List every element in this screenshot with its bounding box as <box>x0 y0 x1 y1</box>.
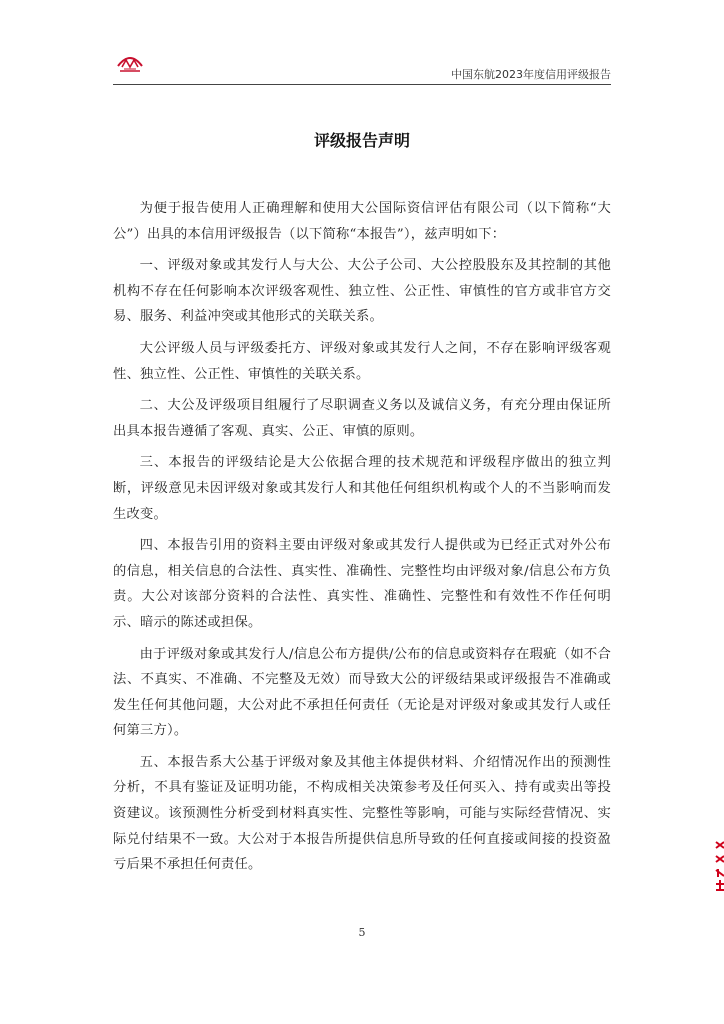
paragraph-defective-information: 由于评级对象或其发行人/信息公布方提供/公布的信息或资料存在瑕疵（如不合法、不真实、不准确、不完整及无效）而导致大公的评级结果或评级报告不准确或发生任何其他问题，大公对此不承担任何责任（无论是对评级对象或其发行人或任何第三方）。 <box>113 646 611 739</box>
paragraph-personnel: 大公评级人员与评级委托方、评级对象或其发行人之间，不存在影响评级客观性、独立性、公正性、审慎性的关联关系。 <box>113 340 611 382</box>
paragraph-intro: 为便于报告使用人正确理解和使用大公国际资信评估有限公司（以下简称“大公”）出具的本信用评级报告（以下简称“本报告”），兹声明如下： <box>113 201 611 242</box>
declaration-body <box>113 196 611 884</box>
paragraph-information-sources: 四、本报告引用的资料主要由评级对象或其发行人提供或为已经正式对外公布的信息，相关信息的合法性、真实性、准确性、完整性均由评级对象/信息公布方负责。大公对该部分资料的合法性、真实性、准确性、完整性和有效性不作任何明示、暗示的陈述或担保。 <box>113 538 611 630</box>
paragraph-predictive-analysis: 五、本报告系大公基于评级对象及其他主体提供材料、介绍情况作出的预测性分析，不具有鉴证及证明功能，不构成相关决策参考及任何买入、持有或卖出等投资建议。该预测性分析受到材料真实性、完整性等影响，可能与实际经营情况、实际兑付结果不一致。大公对于本报告所提供信息所导致的任何直接或间接的投资盈亏后果不承担任何责任。 <box>113 754 611 873</box>
paragraph-conclusion: 三、本报告的评级结论是大公依据合理的技术规范和评级程序做出的独立判断，评级意见未因评级对象或其发行人和其他任何组织机构或个人的不当影响而发生改变。 <box>113 455 611 522</box>
paragraph-independence: 一、评级对象或其发行人与大公、大公子公司、大公控股股东及其控制的其他机构不存在任何影响本次评级客观性、独立性、公正性、审慎性的官方或非官方交易、服务、利益冲突或其他形式的关联关系。 <box>113 258 611 325</box>
paragraph-due-diligence: 二、大公及评级项目组履行了尽职调查义务以及诚信义务，有充分理由保证所出具本报告遵循了客观、真实、公正、审慎的原则。 <box>113 398 611 439</box>
seal-stamp-icon <box>712 838 724 898</box>
header-title: 中国东航2023年度信用评级报告 <box>451 68 611 81</box>
page-number: 5 <box>358 926 366 939</box>
page-title: 评级报告声明 <box>313 131 410 150</box>
header-divider <box>113 84 611 85</box>
dagong-logo-icon <box>117 52 143 74</box>
